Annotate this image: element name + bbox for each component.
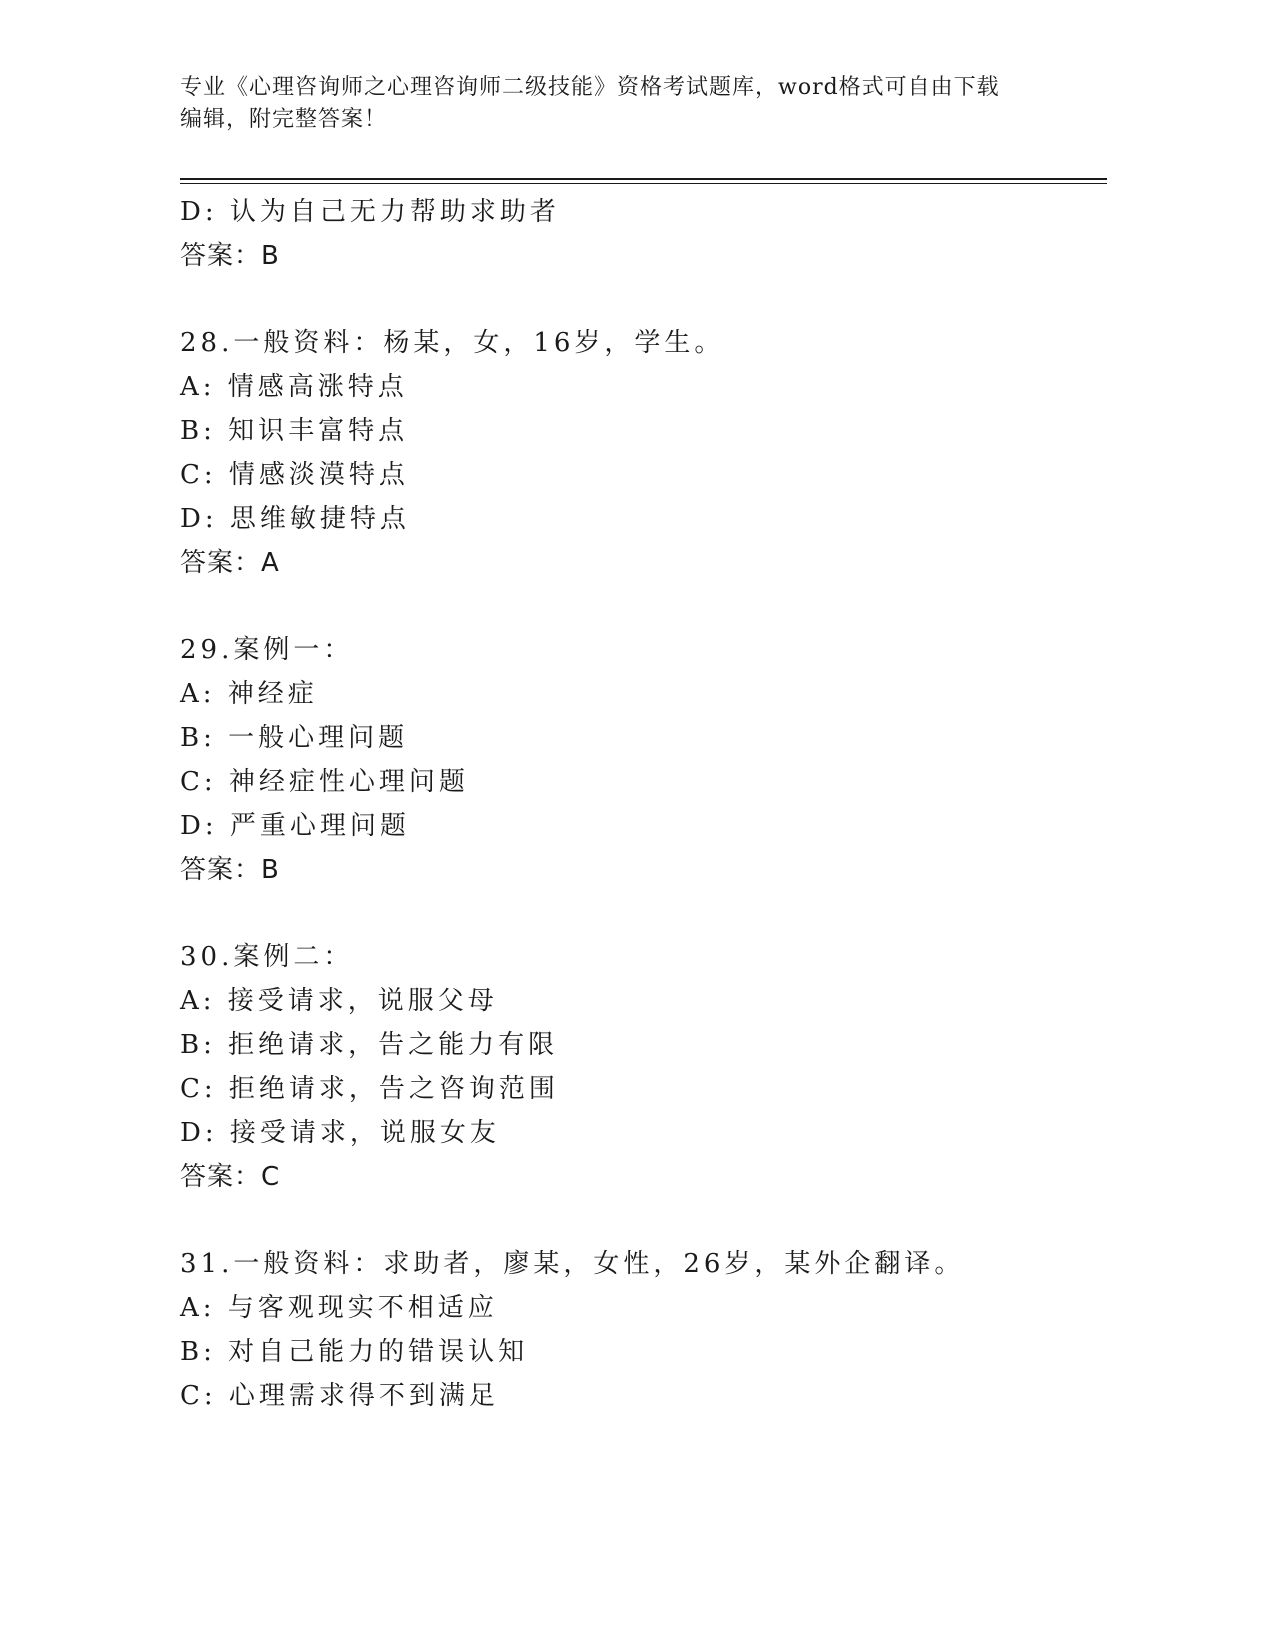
option-a: A: 与客观现实不相适应 [180, 1293, 498, 1323]
header-rule-thin [180, 183, 1107, 184]
question-block-30 [180, 935, 1100, 1199]
question-text: 30.案例二： [180, 942, 354, 972]
answer-line: 答案：B [180, 241, 280, 271]
answer-line: 答案：C [180, 1162, 281, 1192]
option-b: B: 对自己能力的错误认知 [180, 1337, 529, 1367]
option-a: A: 情感高涨特点 [180, 372, 408, 402]
header-line-2: 编辑，附完整答案！ [180, 107, 388, 132]
option-a: A: 接受请求，说服父母 [180, 986, 498, 1016]
option-d: D: 认为自己无力帮助求助者 [180, 197, 560, 227]
question-block-31 [180, 1242, 1100, 1418]
option-b: B: 一般心理问题 [180, 723, 409, 753]
option-c: C: 神经症性心理问题 [180, 767, 469, 797]
question-text: 29.案例一： [180, 635, 354, 665]
question-text: 31.一般资料：求助者，廖某，女性，26岁，某外企翻译。 [180, 1249, 965, 1279]
answer-line: 答案：A [180, 548, 280, 578]
option-d: D: 接受请求，说服女友 [180, 1118, 500, 1148]
header-rule-thick [180, 178, 1107, 180]
option-c: C: 拒绝请求，告之咨询范围 [180, 1074, 559, 1104]
header-line-1: 专业《心理咨询师之心理咨询师二级技能》资格考试题库，word格式可自由下载 [180, 75, 1000, 100]
option-d: D: 思维敏捷特点 [180, 504, 410, 534]
question-block-28 [180, 321, 1100, 585]
option-a: A: 神经症 [180, 679, 318, 709]
question-block-29 [180, 628, 1100, 892]
option-b: B: 知识丰富特点 [180, 416, 409, 446]
option-c: C: 情感淡漠特点 [180, 460, 409, 490]
question-list [180, 190, 1100, 1418]
option-c: C: 心理需求得不到满足 [180, 1381, 499, 1411]
question-text: 28.一般资料：杨某，女，16岁，学生。 [180, 328, 725, 358]
document-header [180, 72, 1040, 136]
option-b: B: 拒绝请求，告之能力有限 [180, 1030, 559, 1060]
answer-line: 答案：B [180, 855, 280, 885]
question-block-27 [180, 190, 1100, 278]
option-d: D: 严重心理问题 [180, 811, 410, 841]
